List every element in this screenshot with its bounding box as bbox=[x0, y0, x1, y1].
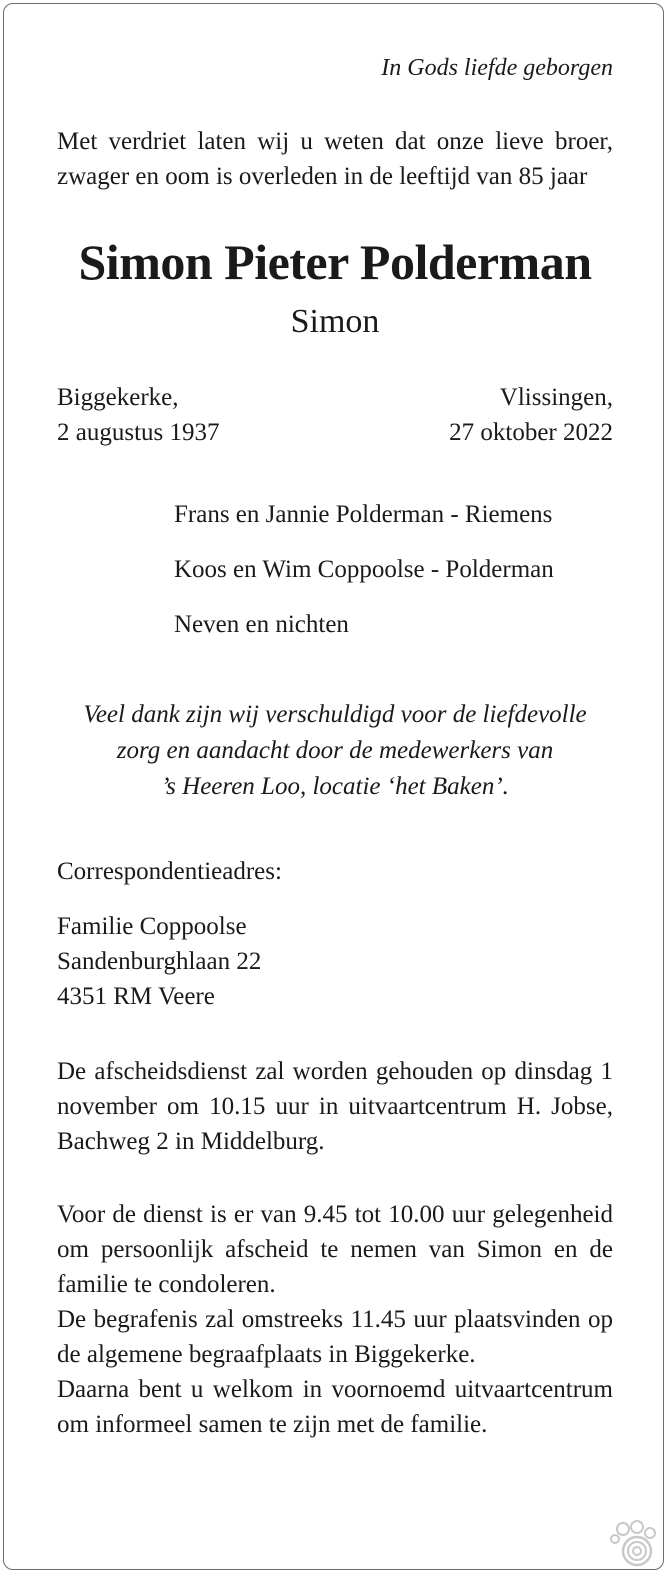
viewing-text: Voor de dienst is er van 9.45 tot 10.00 uur gelegenheid om persoonlijk afscheid te nemen van Simon en de familie te condoleren. bbox=[57, 1201, 613, 1298]
address-line: 4351 RM Veere bbox=[57, 983, 215, 1010]
birth-place: Biggekerke, bbox=[57, 384, 179, 411]
service-text: De afscheidsdienst zal worden gehouden op dinsdag 1 november om 10.15 uur in uitvaartcentrum H. Jobse, Bachweg 2 in Middelburg. bbox=[57, 1058, 613, 1155]
address-line: Familie Coppoolse bbox=[57, 913, 247, 940]
death-place: Vlissingen, bbox=[499, 384, 613, 411]
birth-info bbox=[57, 380, 220, 450]
thanks-text bbox=[57, 697, 613, 805]
motto: In Gods liefde geborgen bbox=[381, 55, 613, 81]
deceased-name: Simon Pieter Polderman bbox=[78, 234, 592, 290]
intro-text: Met verdriet laten wij u weten dat onze lieve broer, zwager en oom is overleden in de leeftijd van 85 jaar bbox=[57, 128, 613, 190]
arrangements bbox=[57, 1197, 613, 1442]
address-line: Sandenburghlaan 22 bbox=[57, 948, 262, 975]
thanks-line: zorg en aandacht door de medewerkers van bbox=[116, 737, 554, 764]
family-list bbox=[57, 487, 613, 652]
gathering-text: Daarna bent u welkom in voornoemd uitvaartcentrum om informeel samen te zijn met de familie. bbox=[57, 1376, 613, 1438]
deceased-nickname: Simon bbox=[290, 303, 380, 340]
death-date: 27 oktober 2022 bbox=[449, 419, 613, 446]
birth-date: 2 augustus 1937 bbox=[57, 419, 220, 446]
death-notice bbox=[57, 52, 613, 1442]
family-member: Koos en Wim Coppoolse - Polderman bbox=[174, 556, 554, 583]
burial-text: De begrafenis zal omstreeks 11.45 uur plaatsvinden op de algemene begraafplaats in Biggekerke. bbox=[57, 1306, 613, 1368]
thanks-line: ’s Heeren Loo, locatie ‘het Baken’. bbox=[161, 773, 509, 800]
death-info bbox=[449, 380, 613, 450]
family-member: Frans en Jannie Polderman - Riemens bbox=[174, 501, 553, 528]
correspondence-address bbox=[57, 909, 613, 1014]
life-dates bbox=[57, 380, 613, 450]
family-member: Neven en nichten bbox=[174, 611, 349, 638]
family-circles-logo-icon bbox=[607, 1519, 659, 1567]
correspondence-label: Correspondentieadres: bbox=[57, 858, 282, 885]
thanks-line: Veel dank zijn wij verschuldigd voor de liefdevolle bbox=[83, 701, 587, 728]
